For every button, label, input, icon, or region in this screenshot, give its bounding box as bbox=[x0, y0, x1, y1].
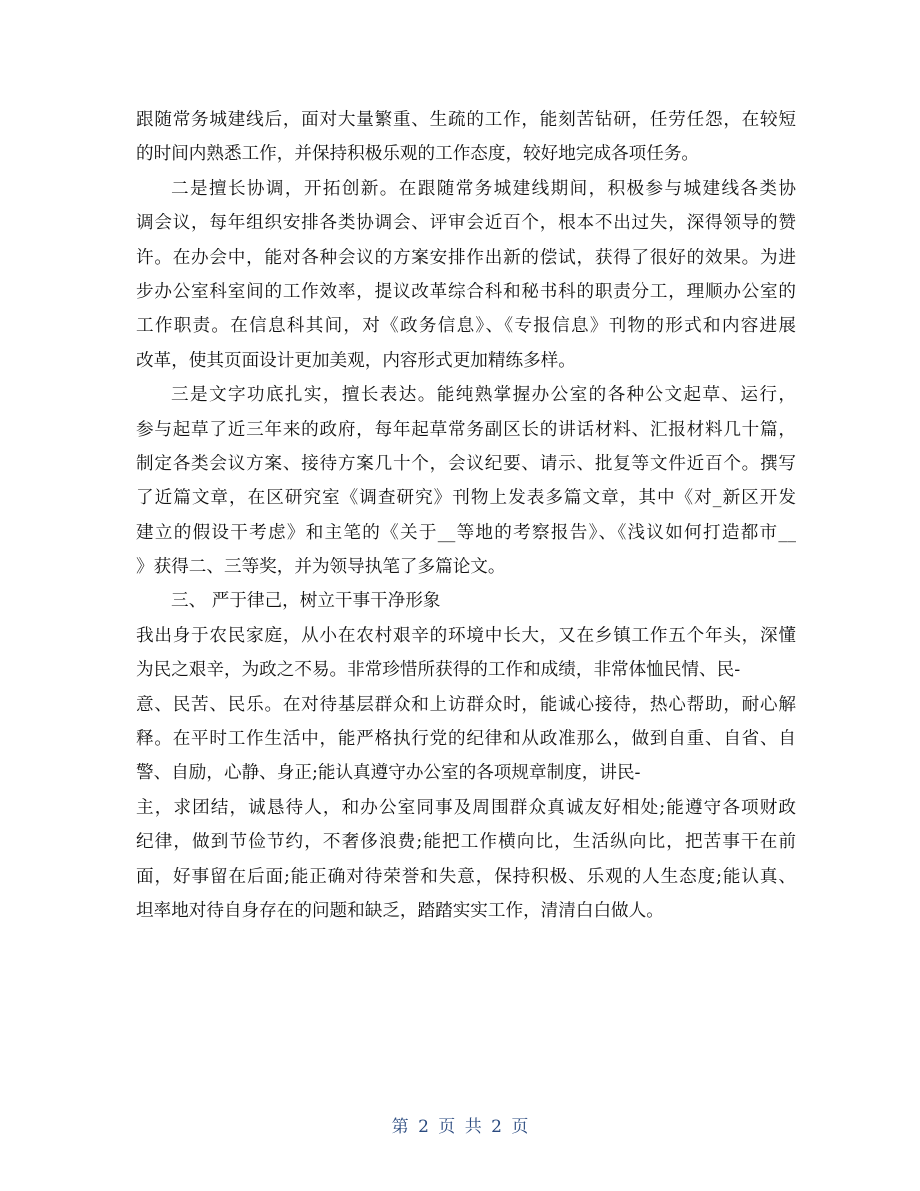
text-line: 纪律，做到节俭节约，不奢侈浪费;能把工作横向比，生活纵向比，把苦事干在前 bbox=[136, 832, 796, 853]
text-line: 主，求团结，诚恳待人，和办公室同事及周围群众真诚友好相处;能遵守各项财政 bbox=[136, 797, 796, 818]
text-line: 面，好事留在后面;能正确对待荣誉和失意，保持积极、乐观的人生态度;能认真、 bbox=[136, 866, 796, 887]
text-line: 意、民苦、民乐。在对待基层群众和上访群众时，能诚心接待，热心帮助，耐心解 bbox=[136, 694, 796, 715]
total-pages-number: 2 bbox=[491, 1117, 502, 1137]
page-label: 页 bbox=[438, 1117, 456, 1137]
text-line: 》获得二、三等奖，并为领导执笔了多篇论文。 bbox=[136, 557, 506, 578]
text-line: 工作职责。在信息科其间，对《政务信息》、《专报信息》刊物的形式和内容进展 bbox=[136, 316, 796, 337]
text-line: 跟随常务城建线后，面对大量繁重、生疏的工作，能刻苦钻研，任劳任怨，在较短 bbox=[136, 110, 796, 130]
text-line: 调会议，每年组织安排各类协调会、评审会近百个，根本不出过失，深得领导的赞 bbox=[136, 213, 796, 234]
paragraph-start-line: 二是擅长协调，开拓创新。在跟随常务城建线期间，积极参与城建线各类协 bbox=[171, 178, 796, 199]
current-page-number: 2 bbox=[418, 1117, 429, 1137]
text-line: 警、自励，心静、身正;能认真遵守办公室的各项规章制度，讲民- bbox=[136, 763, 641, 784]
text-line: 参与起草了近三年来的政府，每年起草常务副区长的讲话材料、汇报材料几十篇， bbox=[136, 419, 796, 440]
page-label: 第 bbox=[391, 1117, 409, 1137]
text-line: 许。在办会中，能对各种会议的方案安排作出新的偿试，获得了很好的效果。为进 bbox=[136, 247, 796, 268]
text-line: 制定各类会议方案、接待方案几十个，会议纪要、请示、批复等文件近百个。撰写 bbox=[136, 453, 796, 474]
text-line: 释。在平时工作生活中，能严格执行党的纪律和从政准那么，做到自重、自省、自 bbox=[136, 729, 796, 750]
section-heading: 三、 严于律己，树立干事干净形象 bbox=[171, 591, 441, 612]
page-label: 页 bbox=[511, 1117, 529, 1137]
text-line: 的时间内熟悉工作，并保持积极乐观的工作态度，较好地完成各项任务。 bbox=[136, 144, 700, 165]
text-line: 为民之艰辛，为政之不易。非常珍惜所获得的工作和成绩，非常体恤民情、民- bbox=[136, 660, 741, 681]
text-line: 坦率地对待自身存在的问题和缺乏，踏踏实实工作，清清白白做人。 bbox=[136, 900, 664, 921]
page-footer bbox=[0, 1112, 920, 1137]
text-line: 了近篇文章，在区研究室《调查研究》刊物上发表多篇文章，其中《对_新区开发 bbox=[136, 488, 796, 509]
page-label: 共 bbox=[464, 1117, 482, 1137]
text-line: 改革，使其页面设计更加美观，内容形式更加精练多样。 bbox=[136, 350, 576, 371]
text-line: 步办公室科室间的工作效率，提议改革综合科和秘书科的职责分工，理顺办公室的 bbox=[136, 281, 796, 302]
text-line: 建立的假设干考虑》和主笔的《关于__等地的考察报告》、《浅议如何打造都市__ bbox=[136, 522, 796, 543]
text-line: 我出身于农民家庭，从小在农村艰辛的环境中长大，又在乡镇工作五个年头，深懂 bbox=[136, 625, 796, 646]
document-body bbox=[136, 103, 796, 928]
paragraph-start-line: 三是文字功底扎实，擅长表达。能纯熟掌握办公室的各种公文起草、运行， bbox=[171, 385, 796, 406]
